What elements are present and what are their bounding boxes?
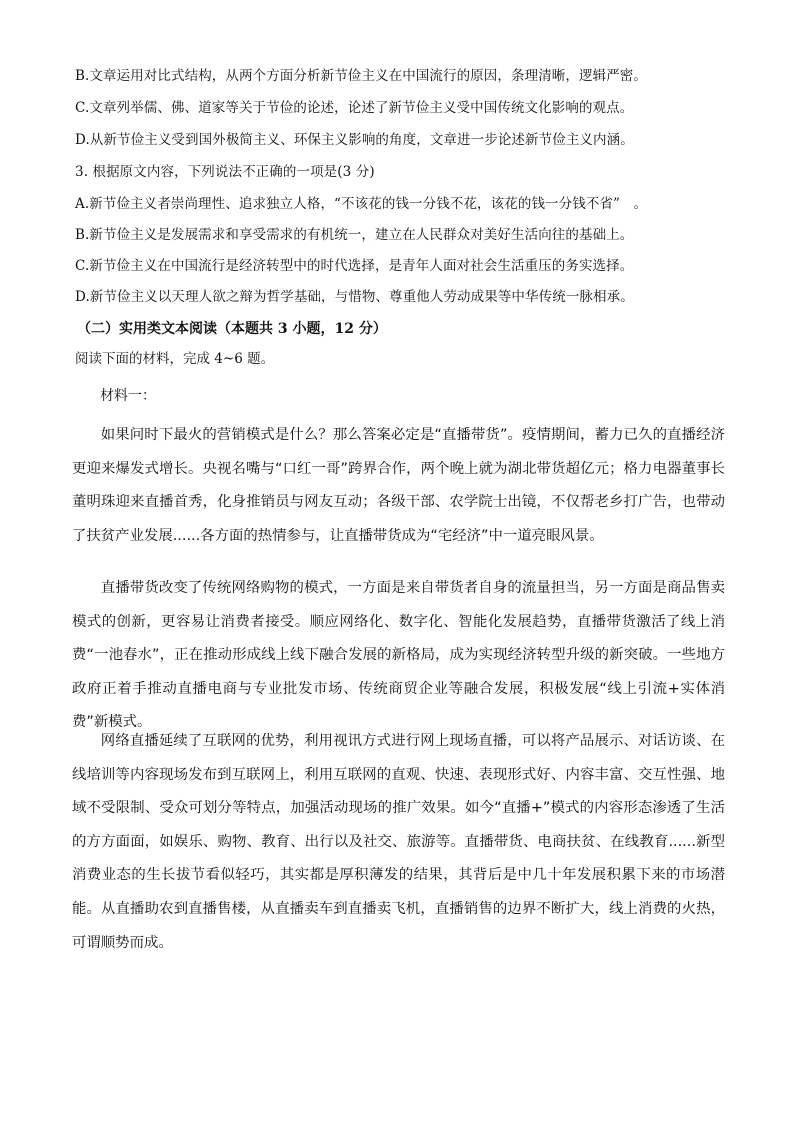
q2-option-d: D.从新节俭主义受到国外极简主义、环保主义影响的角度，文章进一步论述新节俭主义内涵。: [75, 132, 634, 148]
q2-option-c: C.文章列举儒、佛、道家等关于节俭的论述，论述了新节俭主义受中国传统文化影响的观点。: [75, 100, 634, 116]
material-paragraph-3: 网络直播延续了互联网的优势，利用视讯方式进行网上现场直播，可以将产品展示、对话访谈、在线培训等内容现场发布到互联网上，利用互联网的直观、快速、表现形式好、内容丰富、交互性强、地域不受限制、受众可划分等特点，加强活动现场的推广效果。如今“直播+”模式的内容形态渗透了生活的方方面面，如娱乐、购物、教育、出行以及社交、旅游等。直播带货、电商扶贫、在线教育......新型消费业态的生长拔节看似轻巧，其实都是厚积薄发的结果，其背后是中几十年发展积累下来的市场潜能。从直播助农到直播售楼，从直播卖车到直播卖飞机，直播销售的边界不断扩大，线上消费的火热，可谓顺势而成。: [72, 733, 725, 951]
material-paragraph-2: 直播带货改变了传统网络购物的模式，一方面是来自带货者自身的流量担当，另一方面是商品售卖模式的创新，更容易让消费者接受。顺应网络化、数字化、智能化发展趋势，直播带货激活了线上消费“一池春水”，正在推动形成线上线下融合发展的新格局，成为实现经济转型升级的新突破。一些地方政府正着手推动直播电商与专业批发市场、传统商贸企业等融合发展，积极发展“线上引流+实体消费”新模式。: [72, 580, 725, 731]
material-paragraph-1: 如果问时下最火的营销模式是什么？那么答案必定是“直播带货”。疫情期间，蓄力已久的直播经济更迎来爆发式增长。央视名嘴与“口红一哥”跨界合作，两个晚上就为湖北带货超亿元；格力电器董事长董明珠迎来直播首秀，化身推销员与网友互动；各级干部、农学院士出镜，不仅帮老乡打广告，也带动了扶贫产业发展......各方面的热情参与，让直播带货成为“宅经济”中一道亮眼风景。: [72, 427, 725, 544]
material-label: 材料一：: [100, 388, 156, 404]
q3-option-a: A.新节俭主义者崇尚理性、追求独立人格，“不该花的钱一分钱不花，该花的钱一分钱不省” 。: [75, 196, 648, 212]
q3-option-b: B.新节俭主义是发展需求和享受需求的有机统一，建立在人民群众对美好生活向往的基础上。: [75, 227, 634, 243]
q2-option-b: B.文章运用对比式结构，从两个方面分析新节俭主义在中国流行的原因，条理清晰，逻辑严密。: [75, 68, 648, 84]
q3-stem: 3. 根据原文内容，下列说法不正确的一项是(3 分): [75, 164, 375, 180]
section-heading: （二）实用类文本阅读（本题共 3 小题，12 分）: [77, 321, 387, 337]
q3-option-c: C.新节俭主义在中国流行是经济转型中的时代选择，是青年人面对社会生活重压的务实选择。: [75, 258, 634, 274]
section-instruction: 阅读下面的材料，完成 4~6 题。: [75, 351, 275, 367]
q3-option-d: D.新节俭主义以天理人欲之辩为哲学基础，与惜物、尊重他人劳动成果等中华传统一脉相承。: [75, 289, 634, 305]
